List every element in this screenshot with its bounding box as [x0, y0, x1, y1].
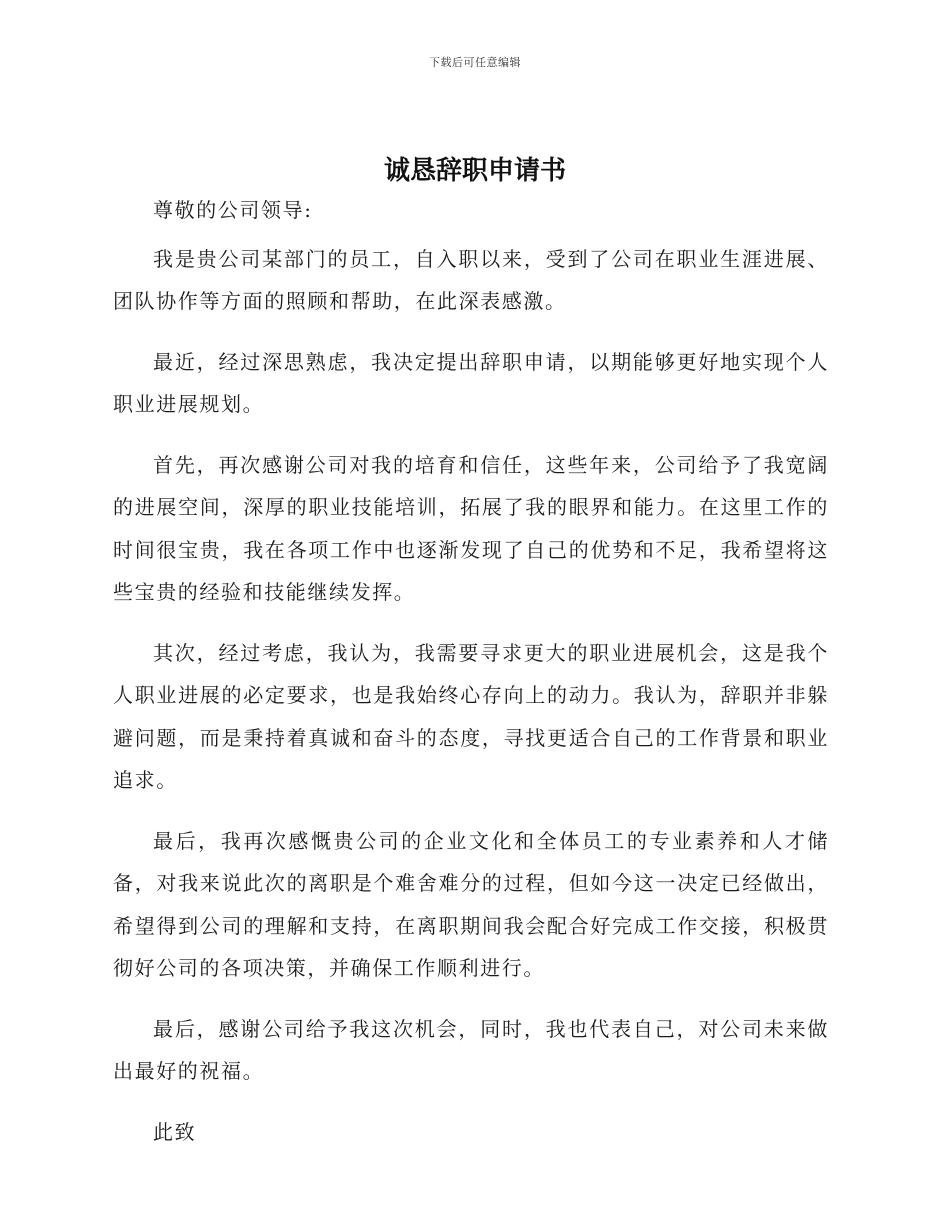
paragraph-blessing: 最后，感谢公司给予我这次机会，同时，我也代表自己，对公司未来做出最好的祝福。 [113, 1016, 829, 1083]
document-body [113, 189, 829, 1171]
paragraph-gratitude: 我是贵公司某部门的员工，自入职以来，受到了公司在职业生涯进展、团队协作等方面的照顾和帮助，在此深表感激。 [113, 246, 829, 313]
paragraph-second-reason: 其次，经过考虑，我认为，我需要寻求更大的职业进展机会，这是我个人职业进展的必定要求，也是我始终心存向上的动力。我认为，辞职并非躲避问题，而是秉持着真诚和奋斗的态度，寻找更适合自己的工作背景和职业追求。 [113, 640, 829, 792]
document-title: 诚恳辞职申请书 [383, 156, 566, 186]
paragraph-handover: 最后，我再次感慨贵公司的企业文化和全体员工的专业素养和人才储备，对我来说此次的离职是个难舍难分的过程，但如今这一决定已经做出，希望得到公司的理解和支持，在离职期间我会配合好完成工作交接，积极贯彻好公司的各项决策，并确保工作顺利进行。 [113, 828, 829, 980]
header-note: 下载后可任意编辑 [429, 56, 521, 69]
closing-line: 此致 [153, 1119, 197, 1144]
salutation: 尊敬的公司领导: [153, 198, 313, 222]
paragraph-first-thanks: 首先，再次感谢公司对我的培育和信任，这些年来，公司给予了我宽阔的进展空间，深厚的职业技能培训，拓展了我的眼界和能力。在这里工作的时间很宝贵，我在各项工作中也逐渐发现了自己的优势和不足，我希望将这些宝贵的经验和技能继续发挥。 [113, 452, 829, 604]
paragraph-decision: 最近，经过深思熟虑，我决定提出辞职申请，以期能够更好地实现个人职业进展规划。 [113, 349, 829, 416]
